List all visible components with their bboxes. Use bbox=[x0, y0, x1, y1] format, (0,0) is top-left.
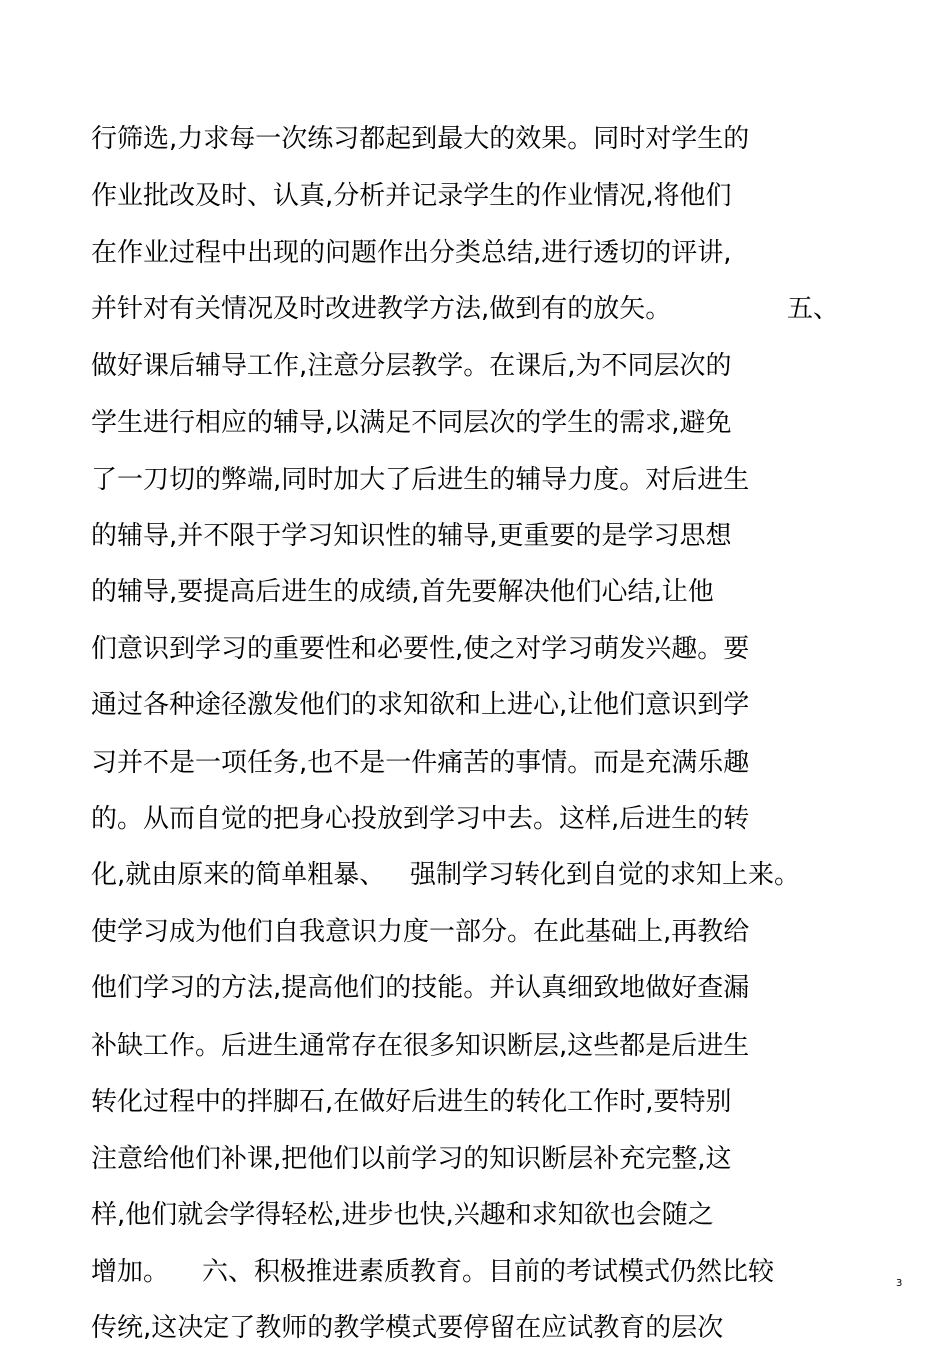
text-line: 注意给他们补课,把他们以前学习的知识断层补充完整,这 bbox=[91, 1144, 732, 1174]
text-line: 习并不是一项任务,也不是一件痛苦的事情。而是充满乐趣 bbox=[91, 748, 750, 778]
text-line: 并针对有关情况及时改进教学方法,做到有的放矢。 五、 bbox=[91, 294, 839, 324]
page-number: 3 bbox=[896, 1278, 903, 1289]
text-line: 使学习成为他们自我意识力度一部分。在此基础上,再教给 bbox=[91, 917, 750, 947]
text-line: 样,他们就会学得轻松,进步也快,兴趣和求知欲也会随之 bbox=[91, 1200, 714, 1230]
text-line: 转化过程中的拌脚石,在做好后进生的转化工作时,要特别 bbox=[91, 1087, 732, 1117]
text-line: 了一刀切的弊端,同时加大了后进生的辅导力度。对后进生 bbox=[91, 465, 750, 495]
text-line: 的。从而自觉的把身心投放到学习中去。这样,后进生的转 bbox=[91, 804, 750, 834]
text-line: 他们学习的方法,提高他们的技能。并认真细致地做好查漏 bbox=[91, 973, 750, 1003]
text-line: 的辅导,要提高后进生的成绩,首先要解决他们心结,让他 bbox=[91, 577, 714, 607]
text-line: 学生进行相应的辅导,以满足不同层次的学生的需求,避免 bbox=[91, 408, 732, 438]
text-line: 作业批改及时、认真,分析并记录学生的作业情况,将他们 bbox=[91, 181, 732, 211]
text-line: 做好课后辅导工作,注意分层教学。在课后,为不同层次的 bbox=[91, 351, 732, 381]
text-line: 在作业过程中出现的问题作出分类总结,进行透切的评讲, bbox=[91, 238, 732, 268]
text-line: 化,就由原来的简单粗暴、 强制学习转化到自觉的求知上来。 bbox=[91, 860, 801, 890]
text-line: 们意识到学习的重要性和必要性,使之对学习萌发兴趣。要 bbox=[91, 634, 750, 664]
text-line: 增加。 六、积极推进素质教育。目前的考试模式仍然比较 bbox=[91, 1257, 775, 1287]
text-line: 通过各种途径激发他们的求知欲和上进心,让他们意识到学 bbox=[91, 690, 750, 720]
text-line: 补缺工作。后进生通常存在很多知识断层,这些都是后进生 bbox=[91, 1031, 750, 1061]
text-line: 行筛选,力求每一次练习都起到最大的效果。同时对学生的 bbox=[91, 124, 750, 154]
text-line: 传统,这决定了教师的教学模式要停留在应试教育的层次 bbox=[91, 1313, 724, 1343]
text-line: 的辅导,并不限于学习知识性的辅导,更重要的是学习思想 bbox=[91, 521, 732, 551]
